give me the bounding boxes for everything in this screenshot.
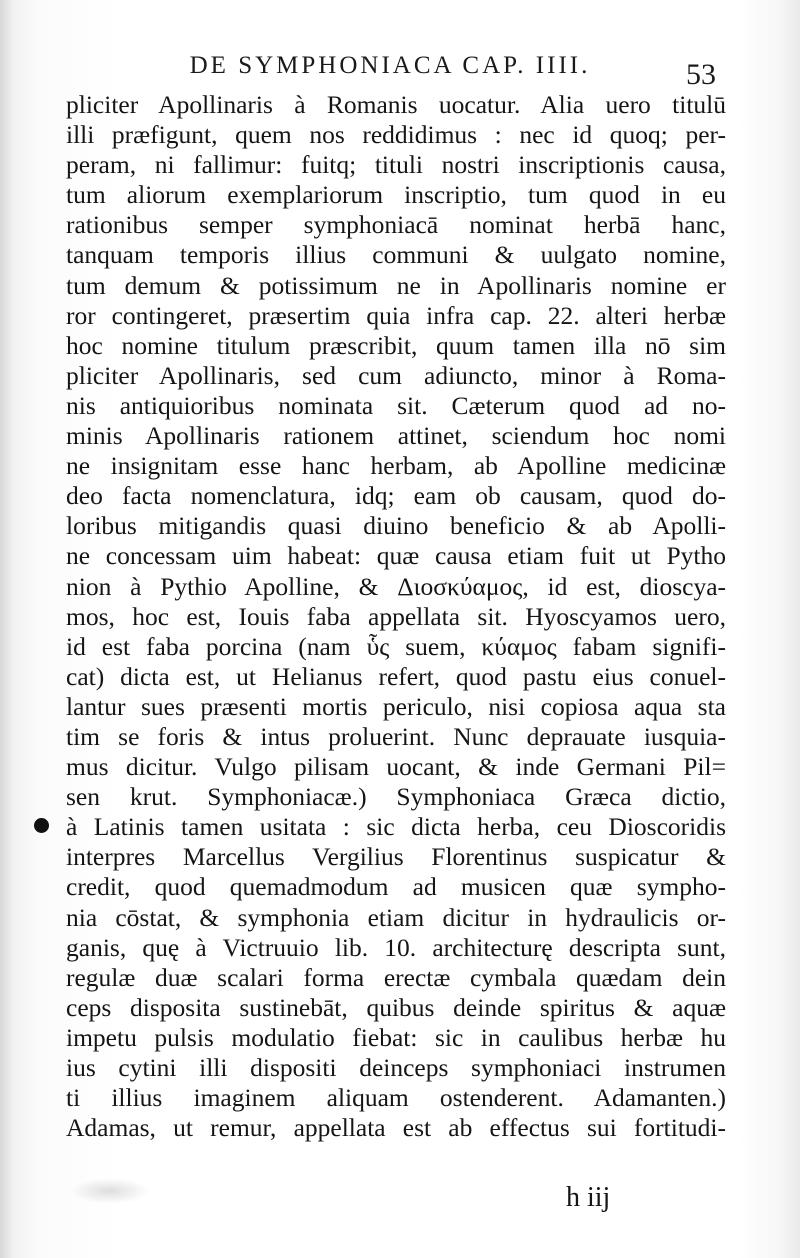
text-line: interpres Marcellus Vergilius Florentinus suspicatur &	[66, 842, 726, 872]
text-line: deo facta nomenclatura, idq; eam ob causam, quod do-	[66, 481, 726, 511]
text-line: ius cytini illi dispositi deinceps symphoniaci instrumen	[66, 1053, 726, 1082]
text-line: ror contingeret, præsertim quia infra cap. 22. alteri herbæ	[66, 300, 726, 330]
text-line: impetu pulsis modulatio fiebat: sic in caulibus herbæ hu	[66, 1022, 726, 1052]
body-text	[66, 90, 726, 1143]
text-line: pliciter Apollinaris à Romanis uocatur. Alia uero titulū	[66, 90, 726, 119]
text-line: tanquam temporis illius communi & uulgato nomine,	[66, 240, 726, 270]
ink-bleed-mark	[70, 1178, 150, 1204]
text-line: ceps disposita sustinebāt, quibus deinde spiritus & aquæ	[66, 992, 726, 1022]
text-line: nia cōstat, & symphonia etiam dicitur in hydraulicis or-	[66, 902, 726, 932]
text-line: minis Apollinaris rationem attinet, sciendum hoc nomi	[66, 421, 726, 451]
text-line: nis antiquioribus nominata sit. Cæterum quod ad no-	[66, 390, 726, 420]
text-line: à Latinis tamen usitata : sic dicta herba, ceu Dioscoridis	[66, 812, 726, 842]
text-line: ne insignitam esse hanc herbam, ab Apolline medicinæ	[66, 451, 726, 481]
text-line: hoc nomine titulum præscribit, quum tamen illa nō sim	[66, 330, 726, 360]
text-line: tim se foris & intus proluerint. Nunc deprauate iusquia-	[66, 721, 726, 751]
text-line: mus dicitur. Vulgo pilisam uocant, & inde Germani Pil=	[66, 752, 726, 782]
text-line: nion à Pythio Apolline, & Διοσκύαμος, id est, dioscya-	[66, 571, 726, 601]
text-line: credit, quod quemadmodum ad musicen quæ sympho-	[66, 872, 726, 902]
text-line: ne concessam uim habeat: quæ causa etiam fuit ut Pytho	[66, 541, 726, 571]
text-line: tum aliorum exemplariorum inscriptio, tum quod in eu	[66, 180, 726, 210]
signature-mark: h iij	[566, 1182, 611, 1213]
text-line: regulæ duæ scalari forma erectæ cymbala quædam dein	[66, 962, 726, 992]
margin-bullet-icon	[34, 818, 49, 833]
text-line: id est faba porcina (nam ὗς suem, κύαμος fabam signifi-	[66, 631, 726, 661]
running-head: DE SYMPHONIACA CAP. IIII.	[189, 52, 591, 79]
text-line: mos, hoc est, Iouis faba appellata sit. Hyoscyamos uero,	[66, 601, 726, 631]
text-line: ganis, quę à Victruuio lib. 10. architecturę descripta sunt,	[66, 932, 726, 962]
text-line: cat) dicta est, ut Helianus refert, quod pastu eius conuel-	[66, 661, 726, 691]
text-line: loribus mitigandis quasi diuino beneficio & ab Apolli-	[66, 511, 726, 541]
text-line: peram, ni fallimur: fuitq; tituli nostri inscriptionis causa,	[66, 150, 726, 180]
text-line: rationibus semper symphoniacā nominat herbā hanc,	[66, 210, 726, 240]
text-line: illi præfigunt, quem nos reddidimus : nec id quoq; per-	[66, 120, 726, 150]
text-line: sen krut. Symphoniacæ.) Symphoniaca Græca dictio,	[66, 782, 726, 812]
text-line: tum demum & potissimum ne in Apollinaris nomine er	[66, 270, 726, 300]
text-line: ti illius imaginem aliquam ostenderent. Adamanten.)	[66, 1083, 726, 1113]
text-line: pliciter Apollinaris, sed cum adiuncto, minor à Roma-	[66, 360, 726, 390]
page-number: 53	[686, 58, 716, 91]
text-line: lantur sues præsenti mortis periculo, nisi copiosa aqua sta	[66, 691, 726, 721]
text-line: Adamas, ut remur, appellata est ab effectus sui fortitudi-	[66, 1113, 726, 1143]
